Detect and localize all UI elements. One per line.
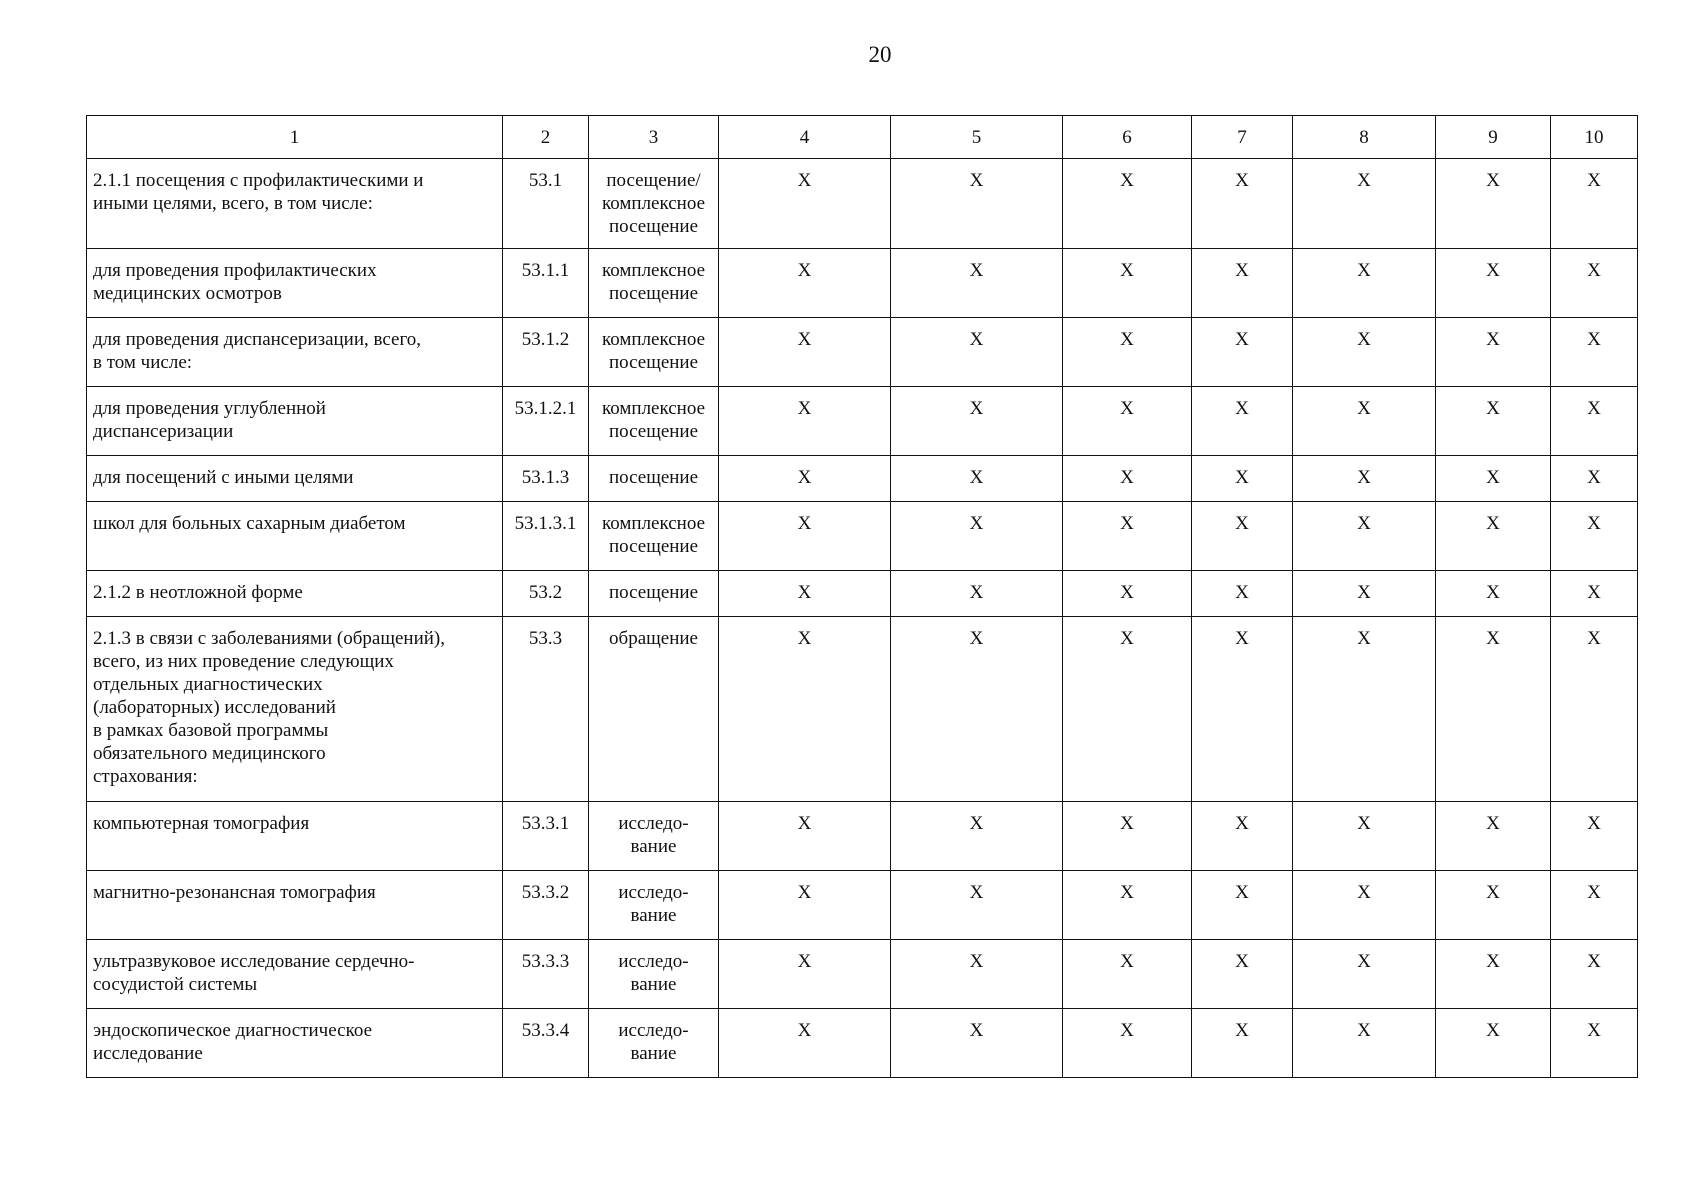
- value-cell: Х: [891, 159, 1063, 249]
- indicator-name-cell: магнитно-резонансная томография: [87, 871, 503, 940]
- value-cell: Х: [1063, 159, 1192, 249]
- value-cell: Х: [1192, 159, 1293, 249]
- column-number: 4: [719, 116, 891, 159]
- value-cell: Х: [1063, 456, 1192, 502]
- value-cell: Х: [719, 617, 891, 802]
- value-cell: Х: [1436, 249, 1551, 318]
- table-row: [87, 871, 1638, 940]
- indicator-name-cell: для посещений с иными целями: [87, 456, 503, 502]
- unit-cell: посещение/ комплексное посещение: [589, 159, 719, 249]
- value-cell: Х: [1192, 571, 1293, 617]
- value-cell: Х: [719, 387, 891, 456]
- table-row: [87, 571, 1638, 617]
- indicator-name-cell: для проведения углубленной диспансеризации: [87, 387, 503, 456]
- value-cell: Х: [1436, 571, 1551, 617]
- indicator-name-cell: компьютерная томография: [87, 802, 503, 871]
- value-cell: Х: [1293, 456, 1436, 502]
- value-cell: Х: [719, 159, 891, 249]
- data-table: [86, 115, 1638, 1078]
- indicator-name-cell: эндоскопическое диагностическое исследование: [87, 1009, 503, 1078]
- table-body: [87, 116, 1638, 1078]
- unit-cell: комплексное посещение: [589, 387, 719, 456]
- value-cell: Х: [1551, 1009, 1638, 1078]
- row-code-cell: 53.1.2.1: [503, 387, 589, 456]
- value-cell: Х: [891, 617, 1063, 802]
- value-cell: Х: [1293, 159, 1436, 249]
- value-cell: Х: [1192, 1009, 1293, 1078]
- value-cell: Х: [1293, 871, 1436, 940]
- value-cell: Х: [1293, 249, 1436, 318]
- table-row: [87, 387, 1638, 456]
- value-cell: Х: [1293, 802, 1436, 871]
- column-number: 1: [87, 116, 503, 159]
- value-cell: Х: [1063, 318, 1192, 387]
- column-number: 10: [1551, 116, 1638, 159]
- value-cell: Х: [1551, 387, 1638, 456]
- value-cell: Х: [1063, 802, 1192, 871]
- table-row: [87, 318, 1638, 387]
- value-cell: Х: [1436, 871, 1551, 940]
- table-row: [87, 456, 1638, 502]
- value-cell: Х: [1436, 159, 1551, 249]
- value-cell: Х: [1293, 1009, 1436, 1078]
- column-number-row: [87, 116, 1638, 159]
- row-code-cell: 53.3.1: [503, 802, 589, 871]
- indicator-name-cell: 2.1.3 в связи с заболеваниями (обращений), всего, из них проведение следующих отдельных диагностических (лабораторных) исследований в рамках базовой программы обязательного медицинского страхования:: [87, 617, 503, 802]
- value-cell: Х: [1192, 802, 1293, 871]
- value-cell: Х: [1436, 802, 1551, 871]
- value-cell: Х: [1551, 502, 1638, 571]
- value-cell: Х: [1293, 318, 1436, 387]
- value-cell: Х: [891, 502, 1063, 571]
- value-cell: Х: [1063, 387, 1192, 456]
- value-cell: Х: [1551, 802, 1638, 871]
- value-cell: Х: [719, 871, 891, 940]
- unit-cell: исследо- вание: [589, 802, 719, 871]
- value-cell: Х: [1063, 871, 1192, 940]
- value-cell: Х: [1192, 502, 1293, 571]
- row-code-cell: 53.1.2: [503, 318, 589, 387]
- value-cell: Х: [1192, 940, 1293, 1009]
- table-row: [87, 159, 1638, 249]
- column-number: 7: [1192, 116, 1293, 159]
- value-cell: Х: [891, 871, 1063, 940]
- unit-cell: комплексное посещение: [589, 502, 719, 571]
- value-cell: Х: [1436, 940, 1551, 1009]
- value-cell: Х: [891, 940, 1063, 1009]
- value-cell: Х: [1551, 571, 1638, 617]
- unit-cell: исследо- вание: [589, 1009, 719, 1078]
- value-cell: Х: [719, 940, 891, 1009]
- table-row: [87, 249, 1638, 318]
- table-row: [87, 1009, 1638, 1078]
- value-cell: Х: [1551, 456, 1638, 502]
- row-code-cell: 53.3.2: [503, 871, 589, 940]
- value-cell: Х: [1293, 617, 1436, 802]
- indicator-name-cell: для проведения профилактических медицинских осмотров: [87, 249, 503, 318]
- row-code-cell: 53.2: [503, 571, 589, 617]
- value-cell: Х: [1293, 571, 1436, 617]
- indicator-name-cell: 2.1.2 в неотложной форме: [87, 571, 503, 617]
- value-cell: Х: [719, 502, 891, 571]
- row-code-cell: 53.3.4: [503, 1009, 589, 1078]
- value-cell: Х: [1063, 502, 1192, 571]
- value-cell: Х: [1551, 617, 1638, 802]
- value-cell: Х: [1551, 159, 1638, 249]
- column-number: 5: [891, 116, 1063, 159]
- indicator-name-cell: школ для больных сахарным диабетом: [87, 502, 503, 571]
- value-cell: Х: [1293, 940, 1436, 1009]
- value-cell: Х: [1551, 249, 1638, 318]
- value-cell: Х: [1192, 617, 1293, 802]
- value-cell: Х: [719, 318, 891, 387]
- value-cell: Х: [891, 1009, 1063, 1078]
- row-code-cell: 53.1: [503, 159, 589, 249]
- value-cell: Х: [1192, 249, 1293, 318]
- value-cell: Х: [1192, 387, 1293, 456]
- column-number: 8: [1293, 116, 1436, 159]
- unit-cell: посещение: [589, 571, 719, 617]
- value-cell: Х: [891, 387, 1063, 456]
- table-row: [87, 802, 1638, 871]
- value-cell: Х: [1436, 318, 1551, 387]
- row-code-cell: 53.1.1: [503, 249, 589, 318]
- value-cell: Х: [719, 1009, 891, 1078]
- unit-cell: комплексное посещение: [589, 249, 719, 318]
- page-number: 20: [868, 42, 892, 67]
- value-cell: Х: [1551, 940, 1638, 1009]
- value-cell: Х: [719, 571, 891, 617]
- value-cell: Х: [891, 318, 1063, 387]
- value-cell: Х: [1293, 387, 1436, 456]
- value-cell: Х: [719, 249, 891, 318]
- value-cell: Х: [1192, 871, 1293, 940]
- unit-cell: исследо- вание: [589, 940, 719, 1009]
- table-row: [87, 502, 1638, 571]
- value-cell: Х: [1436, 1009, 1551, 1078]
- value-cell: Х: [1063, 571, 1192, 617]
- value-cell: Х: [719, 456, 891, 502]
- value-cell: Х: [1551, 871, 1638, 940]
- indicator-name-cell: 2.1.1 посещения с профилактическими и иными целями, всего, в том числе:: [87, 159, 503, 249]
- value-cell: Х: [1063, 249, 1192, 318]
- value-cell: Х: [1293, 502, 1436, 571]
- value-cell: Х: [891, 456, 1063, 502]
- value-cell: Х: [1551, 318, 1638, 387]
- column-number: 6: [1063, 116, 1192, 159]
- row-code-cell: 53.3: [503, 617, 589, 802]
- row-code-cell: 53.1.3.1: [503, 502, 589, 571]
- value-cell: Х: [1063, 1009, 1192, 1078]
- unit-cell: комплексное посещение: [589, 318, 719, 387]
- value-cell: Х: [891, 249, 1063, 318]
- value-cell: Х: [1436, 456, 1551, 502]
- table-row: [87, 617, 1638, 802]
- value-cell: Х: [1436, 387, 1551, 456]
- unit-cell: исследо- вание: [589, 871, 719, 940]
- value-cell: Х: [719, 802, 891, 871]
- value-cell: Х: [1192, 456, 1293, 502]
- unit-cell: посещение: [589, 456, 719, 502]
- indicator-name-cell: для проведения диспансеризации, всего, в том числе:: [87, 318, 503, 387]
- table-row: [87, 940, 1638, 1009]
- value-cell: Х: [1192, 318, 1293, 387]
- value-cell: Х: [1063, 940, 1192, 1009]
- value-cell: Х: [1063, 617, 1192, 802]
- row-code-cell: 53.1.3: [503, 456, 589, 502]
- column-number: 3: [589, 116, 719, 159]
- indicator-name-cell: ультразвуковое исследование сердечно- сосудистой системы: [87, 940, 503, 1009]
- unit-cell: обращение: [589, 617, 719, 802]
- value-cell: Х: [891, 802, 1063, 871]
- row-code-cell: 53.3.3: [503, 940, 589, 1009]
- value-cell: Х: [1436, 617, 1551, 802]
- column-number: 9: [1436, 116, 1551, 159]
- column-number: 2: [503, 116, 589, 159]
- value-cell: Х: [1436, 502, 1551, 571]
- value-cell: Х: [891, 571, 1063, 617]
